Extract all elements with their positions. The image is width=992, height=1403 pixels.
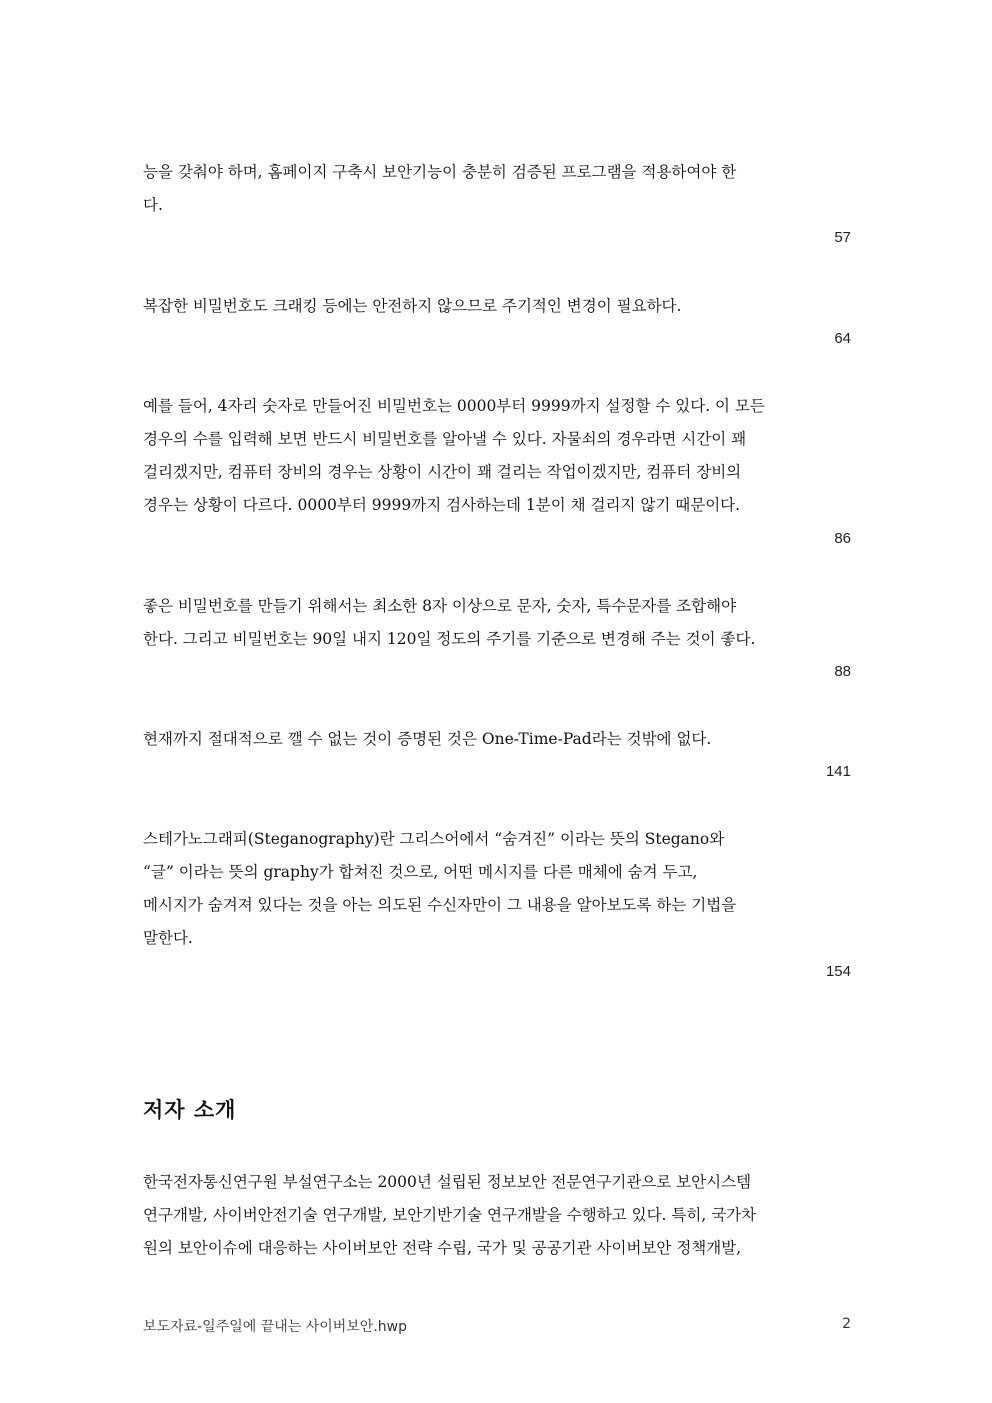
page-reference: 88 bbox=[834, 663, 851, 680]
page-reference: 154 bbox=[825, 963, 851, 980]
author-line: 연구개발, 사이버안전기술 연구개발, 보안기반기술 연구개발을 수행하고 있다. 특히, 국가차 bbox=[143, 1206, 757, 1224]
note-line: “글” 이라는 뜻의 graphy가 합쳐진 것으로, 어떤 메시지를 다른 매체에 숨겨 두고, bbox=[143, 863, 698, 881]
author-line: 원의 보안이슈에 대응하는 사이버보안 전략 수립, 국가 및 공공기관 사이버보안 정책개발, bbox=[143, 1239, 742, 1257]
footer-filename: 보도자료-일주일에 끝내는 사이버보안.hwp bbox=[143, 1319, 407, 1335]
note-57 bbox=[143, 156, 851, 222]
note-line: 현재까지 절대적으로 깰 수 없는 것이 증명된 것은 One-Time-Pad라는 것밖에 없다. bbox=[143, 730, 712, 748]
page-reference: 141 bbox=[825, 763, 851, 780]
note-line: 복잡한 비밀번호도 크래킹 등에는 안전하지 않으므로 주기적인 변경이 필요하다. bbox=[143, 297, 682, 315]
note-line: 말한다. bbox=[143, 929, 193, 947]
author-intro bbox=[143, 1166, 851, 1265]
author-line: 한국전자통신연구원 부설연구소는 2000년 설립된 정보보안 전문연구기관으로 보안시스템 bbox=[143, 1173, 752, 1191]
note-line: 한다. 그리고 비밀번호는 90일 내지 120일 정도의 주기를 기준으로 변경해 주는 것이 좋다. bbox=[143, 630, 756, 648]
note-86 bbox=[143, 390, 851, 522]
note-64 bbox=[143, 290, 851, 323]
note-line: 다. bbox=[143, 196, 163, 214]
note-line: 메시지가 숨겨져 있다는 것을 아는 의도된 수신자만이 그 내용을 알아보도록 하는 기법을 bbox=[143, 896, 737, 914]
footer-page-number: 2 bbox=[842, 1316, 851, 1332]
page-reference: 86 bbox=[834, 530, 851, 547]
note-line: 능을 갖춰야 하며, 홈페이지 구축시 보안기능이 충분히 검증된 프로그램을 적용하여야 한 bbox=[143, 163, 737, 181]
note-line: 스테가노그래피(Steganography)란 그리스어에서 “숨겨진” 이라는 뜻의 Stegano와 bbox=[143, 830, 725, 848]
note-line: 경우의 수를 입력해 보면 반드시 비밀번호를 알아낼 수 있다. 자물쇠의 경우라면 시간이 꽤 bbox=[143, 430, 747, 448]
page-reference: 57 bbox=[834, 229, 851, 246]
section-heading: 저자 소개 bbox=[143, 1098, 237, 1122]
note-line: 좋은 비밀번호를 만들기 위해서는 최소한 8자 이상으로 문자, 숫자, 특수문자를 조합해야 bbox=[143, 597, 737, 615]
page-reference: 64 bbox=[834, 330, 851, 347]
note-line: 경우는 상황이 다르다. 0000부터 9999까지 검사하는데 1분이 채 걸리지 않기 때문이다. bbox=[143, 496, 741, 514]
note-88 bbox=[143, 590, 851, 656]
note-line: 예를 들어, 4자리 숫자로 만들어진 비밀번호는 0000부터 9999까지 설정할 수 있다. 이 모든 bbox=[143, 397, 765, 415]
note-141 bbox=[143, 723, 851, 756]
note-line: 걸리겠지만, 컴퓨터 장비의 경우는 상황이 시간이 꽤 걸리는 작업이겠지만, 컴퓨터 장비의 bbox=[143, 463, 742, 481]
note-154 bbox=[143, 823, 851, 955]
